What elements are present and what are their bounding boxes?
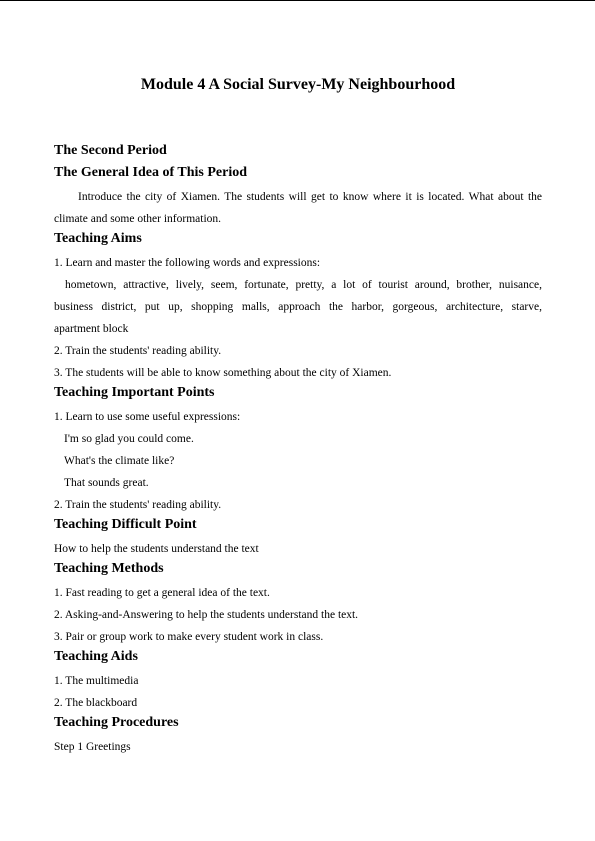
aims-item-1: 1. Learn and master the following words and expressions: — [54, 257, 321, 269]
general-idea-line-2: climate and some other information. — [54, 213, 222, 225]
important-item-1: 1. Learn to use some useful expressions: — [54, 411, 241, 423]
aims-words-line-3: apartment block — [54, 323, 129, 335]
general-idea-line-1: Introduce the city of Xiamen. The students will get to know where it is located. What about the — [78, 191, 542, 203]
period-heading: The Second Period — [54, 143, 167, 158]
aids-item-2: 2. The blackboard — [54, 697, 138, 709]
methods-item-2: 2. Asking-and-Answering to help the students understand the text. — [54, 609, 359, 621]
aims-item-3: 3. The students will be able to know something about the city of Xiamen. — [54, 367, 392, 379]
document-title: Module 4 A Social Survey-My Neighbourhood — [140, 76, 456, 93]
teaching-methods-heading: Teaching Methods — [54, 561, 164, 576]
methods-item-1: 1. Fast reading to get a general idea of the text. — [54, 587, 270, 599]
aids-item-1: 1. The multimedia — [54, 675, 139, 687]
important-expression-2: What's the climate like? — [64, 455, 175, 467]
teaching-aims-heading: Teaching Aims — [54, 231, 142, 246]
general-idea-heading: The General Idea of This Period — [54, 165, 248, 180]
aims-item-2: 2. Train the students' reading ability. — [54, 345, 222, 357]
teaching-procedures-heading: Teaching Procedures — [54, 715, 179, 730]
aims-words-line-1: hometown, attractive, lively, seem, fortunate, pretty, a lot of tourist around, brother, nuisance, — [65, 279, 542, 291]
important-expression-1: I'm so glad you could come. — [64, 433, 194, 445]
document-body — [54, 142, 542, 758]
teaching-aids-heading: Teaching Aids — [54, 649, 138, 664]
difficult-point-heading: Teaching Difficult Point — [54, 517, 197, 532]
important-expression-3: That sounds great. — [64, 477, 149, 489]
methods-item-3: 3. Pair or group work to make every student work in class. — [54, 631, 324, 643]
difficult-point-text: How to help the students understand the text — [54, 543, 259, 555]
aims-words-line-2: business district, put up, shopping malls, approach the harbor, gorgeous, architecture, starve, — [54, 301, 542, 313]
important-item-2: 2. Train the students' reading ability. — [54, 499, 222, 511]
important-points-heading: Teaching Important Points — [54, 385, 215, 400]
top-border-line — [0, 0, 595, 1]
procedures-step-1: Step 1 Greetings — [54, 741, 131, 753]
